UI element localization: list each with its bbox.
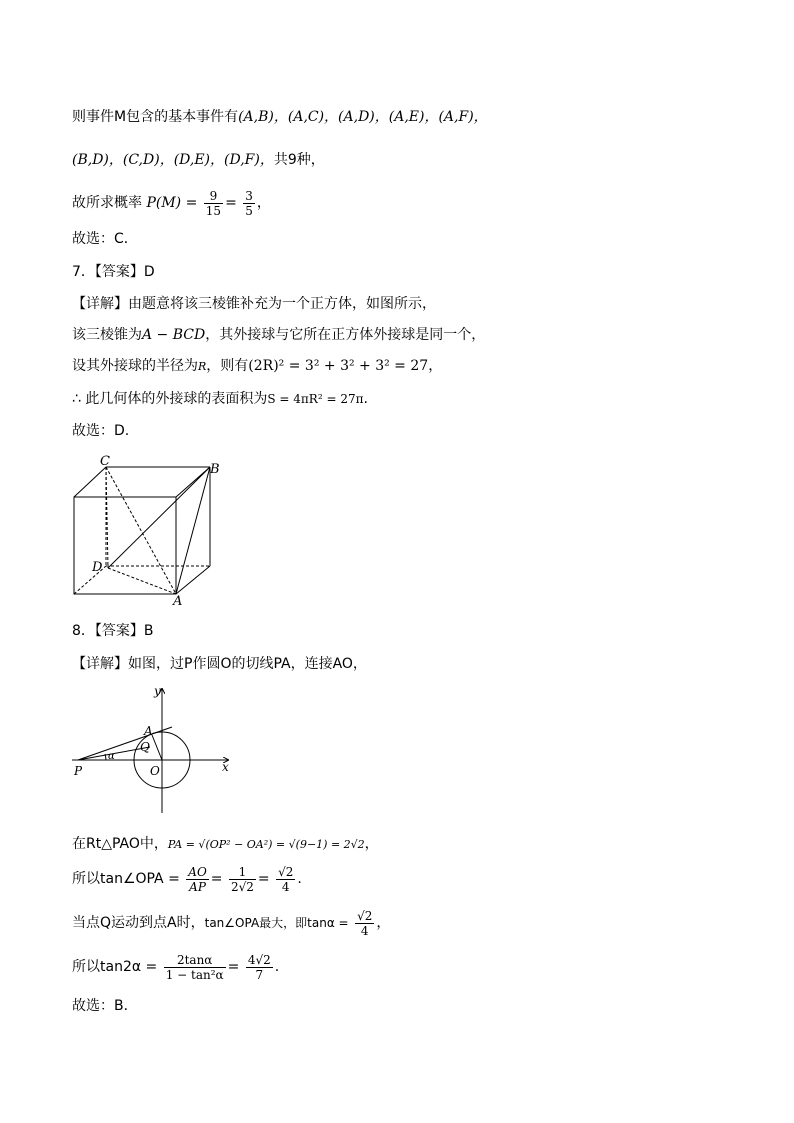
cube-edge bbox=[176, 566, 210, 594]
tangent-line-pa bbox=[78, 727, 172, 760]
p6-probability: 故所求概率 P(M) = $\frac{9}{15}$ = $\frac{3}{5}$ ， bbox=[72, 188, 271, 218]
label-q: Q bbox=[140, 740, 150, 754]
tetra-edge-da bbox=[108, 568, 176, 594]
p8-frac-tan-alpha: $\frac{√2}{4}$ bbox=[357, 908, 373, 938]
p6-frac2: $\frac{3}{5}$ bbox=[245, 188, 253, 218]
label-a: A bbox=[173, 594, 183, 605]
p8-line4: 当点Q运动到点A时，tan∠OPA最大，即tanα = $\frac{√2}{4}$ ， bbox=[72, 908, 391, 938]
p8-frac-1-2r2: $\frac{1}{2√2}$ bbox=[230, 864, 254, 894]
p8-answer: 故选：B． bbox=[72, 998, 138, 1014]
tetra-edge-ab bbox=[176, 467, 210, 594]
label-b: B bbox=[210, 462, 220, 477]
p8-detail-tag: 【详解】 bbox=[72, 656, 128, 672]
p7-answer: 故选：D. bbox=[72, 423, 130, 439]
p7-detail-line1: 【详解】由题意将该三棱锥补充为一个正方体，如图所示， bbox=[72, 296, 436, 312]
segment-ao bbox=[152, 735, 162, 760]
label-d: D bbox=[92, 560, 103, 575]
p6-line1 bbox=[72, 107, 488, 127]
label-x: x bbox=[222, 760, 229, 774]
tangent-figure bbox=[68, 685, 238, 815]
p6-count: 共9种， bbox=[273, 152, 325, 168]
p8-line2: 在Rt△PAO中，PA = √(OP² − OA²) = √(9−1) = 2√2， bbox=[72, 836, 379, 852]
cube-edge bbox=[74, 467, 106, 497]
tetra-edge-db bbox=[108, 467, 210, 568]
p7-header: 7．【答案】D bbox=[72, 264, 155, 280]
p8-frac-r2-4: $\frac{√2}{4}$ bbox=[278, 864, 294, 894]
label-y: y bbox=[154, 685, 161, 698]
p7-line3: 设其外接球的半径为R，则有(2R)² = 3² + 3² + 3² = 27， bbox=[72, 358, 443, 374]
p8-line3: 所以tan∠OPA = $\frac{AO}{AP}$ = $\frac{1}{2√2}$ = $\frac{√2}{4}$ . bbox=[72, 864, 302, 894]
p6-prob-prefix: 故所求概率 bbox=[72, 195, 142, 211]
label-a: A bbox=[144, 724, 153, 738]
label-p: P bbox=[74, 764, 83, 778]
p8-line5: 所以tan2α = $\frac{2\tan\alpha}{\text{1 − tan²α}}$ = $\frac{4√2}{7}$ . bbox=[72, 952, 280, 982]
p6-pairs2: (B,D)，(C,D)，(D,E)，(D,F)， bbox=[72, 152, 274, 168]
p6-frac1: $\frac{9}{15}$ bbox=[205, 188, 222, 218]
p6-line2 bbox=[72, 150, 325, 170]
p8-frac-ao-ap: $\frac{AO}{AP}$ bbox=[188, 864, 207, 894]
p7-line4: ∴ 此几何体的外接球的表面积为S = 4πR² = 27π. bbox=[72, 391, 368, 407]
p8-header: 8．【答案】B bbox=[72, 623, 154, 639]
p7-line2: 该三棱锥为A − BCD，其外接球与它所在正方体外接球是同一个， bbox=[72, 327, 486, 343]
p6-pairs1: (A,B)，(A,C)，(A,D)，(A,E)，(A,F)， bbox=[238, 109, 488, 125]
label-c: C bbox=[100, 455, 110, 469]
p6-answer: 故选：C． bbox=[72, 231, 138, 247]
p6-line1-prefix: 则事件M包含的基本事件有 bbox=[72, 109, 239, 125]
label-alpha: α bbox=[108, 751, 115, 762]
p6-prob-lhs: P(M) bbox=[146, 195, 182, 211]
label-o: O bbox=[150, 764, 160, 778]
cube-figure bbox=[68, 455, 228, 605]
p8-detail-line1: 【详解】如图，过P作圆O的切线PA，连接AO， bbox=[72, 656, 367, 672]
p8-frac-tan2a: $\frac{2\tan\alpha}{\text{1 − tan²α}}$ bbox=[165, 952, 224, 982]
p8-frac-4r2-7: $\frac{4√2}{7}$ bbox=[247, 952, 271, 982]
tetra-edge-ca bbox=[106, 467, 176, 594]
cube-front-face bbox=[74, 497, 176, 594]
p7-detail-tag: 【详解】 bbox=[72, 296, 128, 312]
